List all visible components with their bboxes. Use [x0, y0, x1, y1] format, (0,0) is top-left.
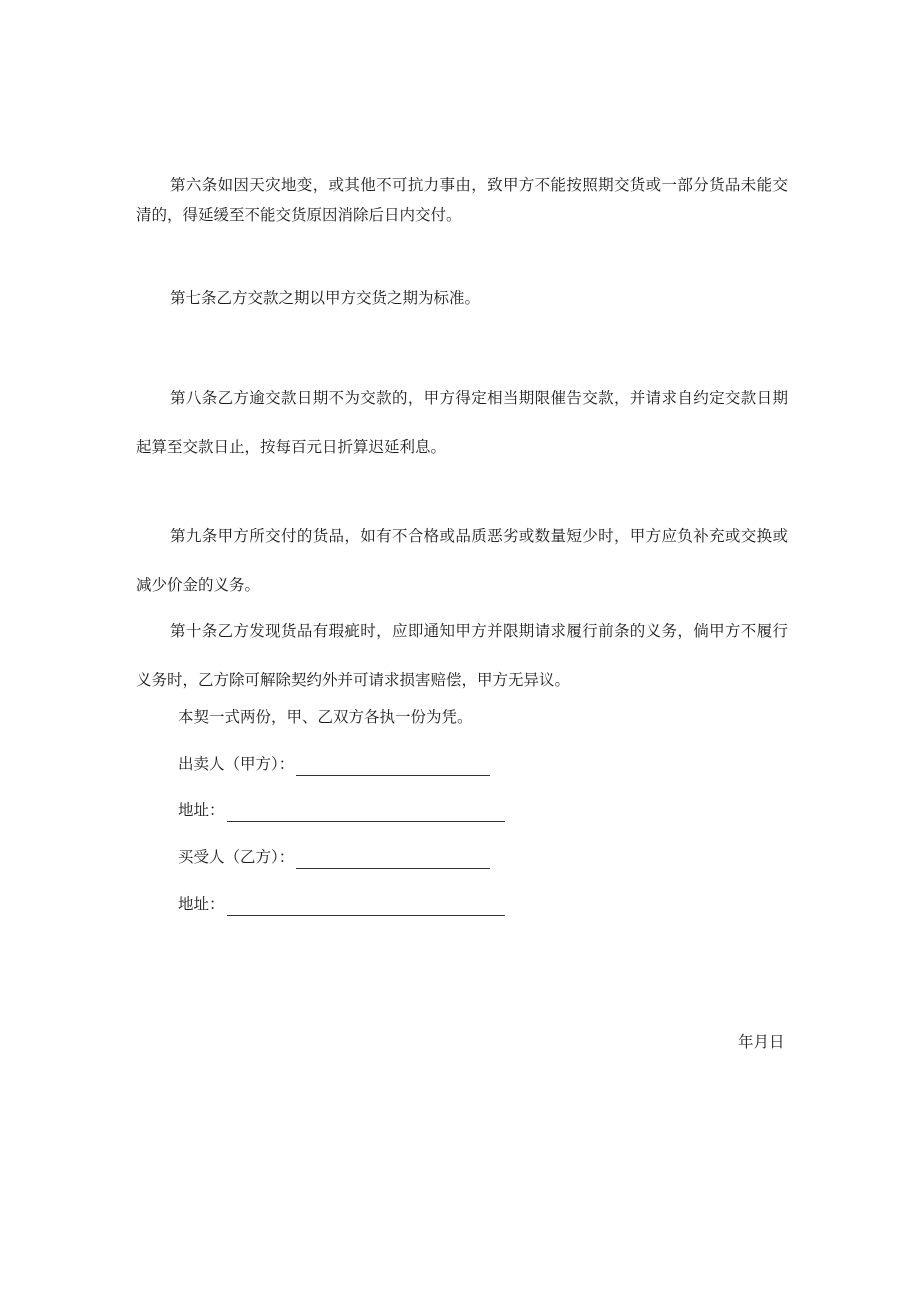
seller-label: 出卖人（甲方）： — [178, 755, 295, 773]
buyer-signature-line — [178, 845, 490, 869]
article-6: 第六条如因天灾地变，或其他不可抗力事由，致甲方不能按照期交货或一部分货品未能交清的，得延缓至不能交货原因消除后日内交付。 — [136, 176, 788, 224]
date-line: 年月日 — [738, 1033, 785, 1051]
copies-note: 本契一式两份，甲、乙双方各执一份为凭。 — [178, 708, 473, 726]
article-7: 第七条乙方交款之期以甲方交货之期为标准。 — [170, 289, 481, 307]
seller-address-blank-field[interactable] — [227, 803, 505, 822]
article-10: 第十条乙方发现货品有瑕疵时，应即通知甲方并限期请求履行前条的义务，倘甲方不履行义务时，乙方除可解除契约外并可请求损害赔偿，甲方无异议。 — [136, 622, 788, 689]
seller-signature-line — [178, 752, 490, 776]
seller-blank-field[interactable] — [296, 757, 490, 776]
buyer-address-blank-field[interactable] — [227, 897, 505, 916]
seller-address-label: 地址： — [178, 801, 225, 819]
buyer-address-label: 地址： — [178, 895, 225, 913]
seller-address-line — [178, 798, 505, 822]
buyer-blank-field[interactable] — [296, 850, 490, 869]
article-9: 第九条甲方所交付的货品，如有不合格或品质恶劣或数量短少时，甲方应负补充或交换或减少价金的义务。 — [136, 527, 788, 594]
buyer-label: 买受人（乙方）： — [178, 848, 295, 866]
article-8: 第八条乙方逾交款日期不为交款的，甲方得定相当期限催告交款，并请求自约定交款日期起算至交款日止，按每百元日折算迟延利息。 — [136, 389, 788, 456]
buyer-address-line — [178, 892, 505, 916]
